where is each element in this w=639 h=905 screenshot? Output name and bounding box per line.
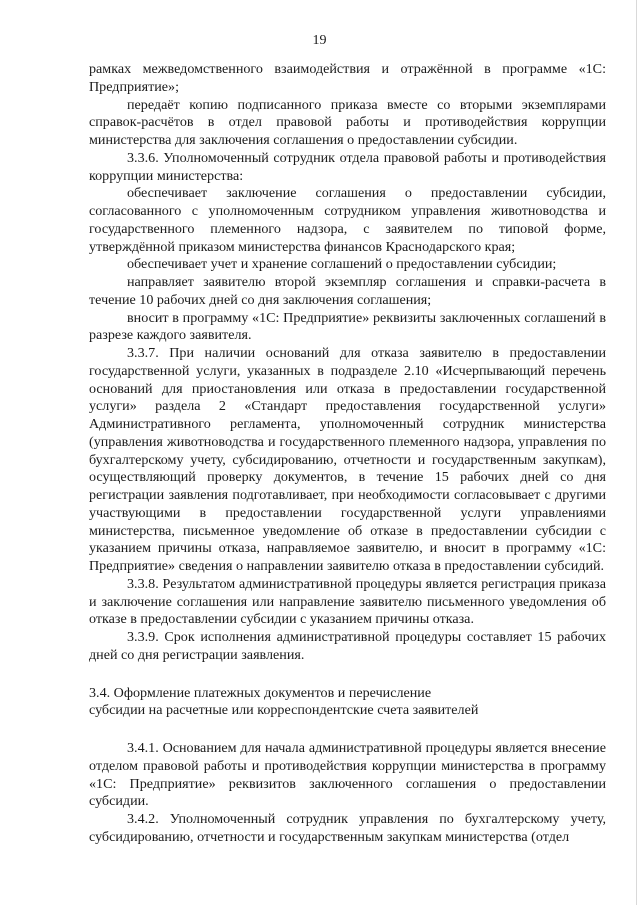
- paragraph: вносит в программу «1С: Предприятие» реквизиты заключенных соглашений в разрезе каждого заявителя.: [89, 309, 606, 344]
- page-number: 19: [312, 33, 327, 48]
- section-heading-line-2: субсидии на расчетные или корреспондентские счета заявителей: [89, 702, 479, 719]
- document-body: [89, 61, 606, 847]
- paragraph-continuation: рамках межведомственного взаимодействия и отражённой в программе «1С: Предприятие»;: [89, 61, 606, 95]
- section-heading-line-1: 3.4. Оформление платежных документов и перечисление: [89, 684, 432, 701]
- paragraph-3-3-9: 3.3.9. Срок исполнения административной процедуры составляет 15 рабочих дней со дня регистрации заявления.: [89, 629, 606, 663]
- paragraph: направляет заявителю второй экземпляр соглашения и справки-расчета в течение 10 рабочих дней со дня заключения соглашения;: [89, 274, 606, 308]
- paragraph: обеспечивает учет и хранение соглашений о предоставлении субсидии;: [127, 256, 557, 273]
- paragraph-3-4-1: 3.4.1. Основанием для начала административной процедуры является внесение отделом правовой работы и противодействия коррупции министерства в программу «1С: Предприятие» реквизитов заключенного соглашения о предоставлении субсидии.: [89, 740, 606, 810]
- paragraph-3-3-8: 3.3.8. Результатом административной процедуры является регистрация приказа и заключение соглашения или направление заявителю письменного уведомления об отказе в предоставлении субсидии с указанием причины отказа.: [89, 575, 606, 628]
- paragraph-3-4-2: 3.4.2. Уполномоченный сотрудник управления по бухгалтерскому учету, субсидированию, отчетности и государственным закупкам министерства (отдел: [89, 811, 606, 845]
- paragraph-3-3-6: 3.3.6. Уполномоченный сотрудник отдела правовой работы и противодействия коррупции министерства:: [89, 149, 606, 184]
- paragraph-3-3-7: 3.3.7. При наличии оснований для отказа заявителю в предоставлении государственной услуги, указанных в подразделе 2.10 «Исчерпывающий перечень оснований для приостановления или отказа в предоставлении государственной услуги» раздела 2 «Стандарт предоставления государственной услуги» Административного регламента, уполномоченный сотрудник министерства (управления животноводства и государственного племенного надзора, управления по бухгалтерскому учету, субсидированию, отчетности и государственным закупкам), осуществляющий проверку документов, в течение 15 рабочих дней со дня регистрации заявления подготавливает, при необходимости согласовывает с другими участвующими в предоставлении государственной услуги управлениями министерства, письменное уведомление об отказе в предоставлении субсидии с указанием причины отказа, направляемое заявителю, и вносит в программу «1С: Предприятие» сведения о направлении заявителю отказа в предоставлении субсидий.: [89, 345, 606, 574]
- paragraph: обеспечивает заключение соглашения о предоставлении субсидии, согласованного с уполномоченным сотрудником управления животноводства и государственного племенного надзора, с заявителем по типовой форме, утверждённой приказом министерства финансов Краснодарского края;: [89, 185, 606, 255]
- scan-edge-line: [636, 0, 637, 905]
- paragraph: передаёт копию подписанного приказа вместе со вторыми экземплярами справок-расчётов в отдел правовой работы и противодействия коррупции министерства для заключения соглашения о предоставлении субсидии.: [89, 96, 606, 148]
